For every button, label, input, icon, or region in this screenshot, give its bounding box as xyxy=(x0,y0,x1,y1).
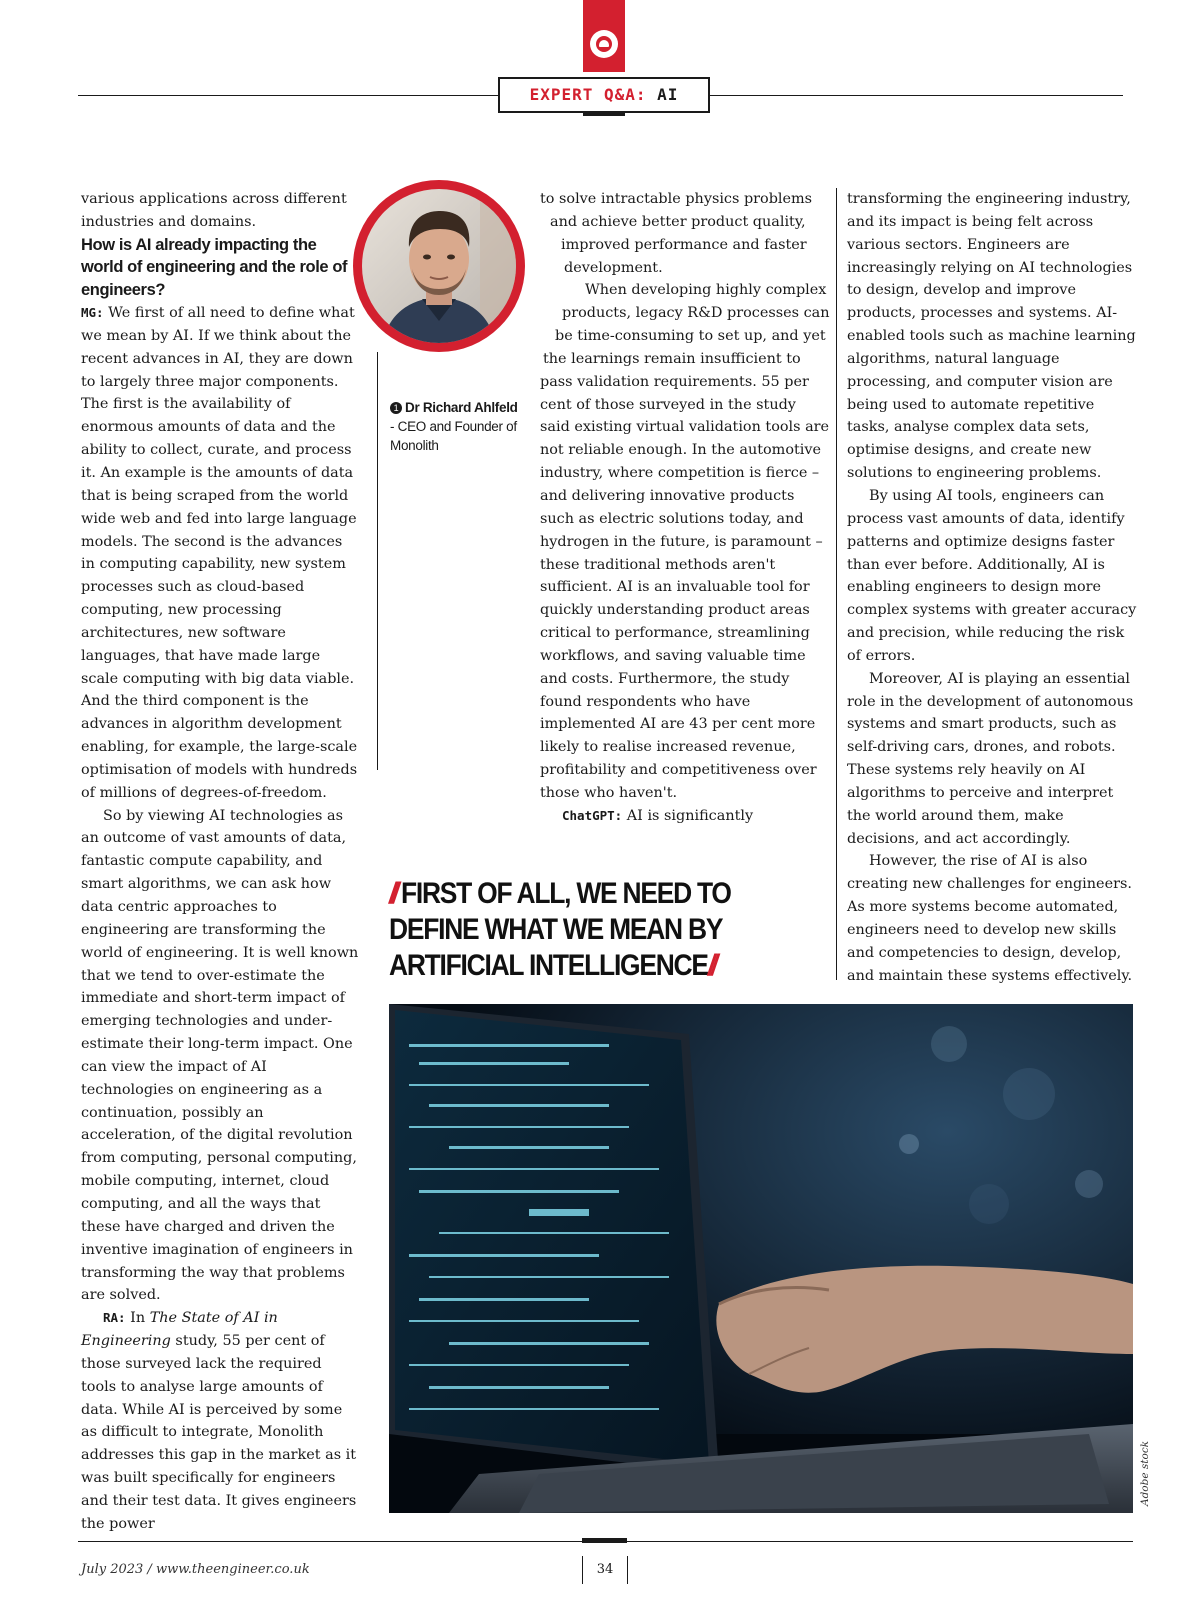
text-line: improved performance and faster xyxy=(561,236,807,253)
text-line: the learnings remain insufficient to xyxy=(543,350,801,367)
portrait-frame xyxy=(353,180,525,352)
section-label-topic: AI xyxy=(657,85,679,104)
section-underbar xyxy=(583,113,625,116)
paragraph-mg xyxy=(81,302,359,805)
section-label xyxy=(498,77,710,113)
paragraph-ra xyxy=(81,1307,359,1535)
speaker-label: ChatGPT: xyxy=(562,807,623,823)
paragraph: However, the rise of AI is also creating new challenges for engineers. As more systems become automated, engineers need to develop new skills and competencies to design, develop, and maintain these systems effectively. xyxy=(847,853,1133,984)
paragraph-chatgpt xyxy=(540,805,830,828)
paragraph: transforming the engineering industry, and its impact is being felt across various sectors. Engineers are increasingly relying on AI technologies to design, develop and improve products, processes and systems. AI-enabled tools such as machine learning algorithms, natural language processing, and computer vision are being used to automate repetitive tasks, analyse complex data sets, optimise designs, and create new solutions to engineering problems. xyxy=(847,191,1136,482)
column-divider xyxy=(836,188,837,980)
text-line: development. xyxy=(564,259,663,276)
photo-credit: Adobe stock xyxy=(1139,1440,1151,1506)
footer-divider xyxy=(582,1556,583,1584)
portrait-caption xyxy=(390,398,520,455)
footer-bar xyxy=(582,1538,627,1543)
text-line: to solve intractable physics problems xyxy=(540,191,813,207)
footer-date-url: July 2023 / www.theengineer.co.uk xyxy=(81,1562,310,1577)
column-divider xyxy=(377,352,378,770)
text-line: products, legacy R&D processes can xyxy=(562,305,830,322)
pull-quote xyxy=(389,876,767,984)
footer-divider xyxy=(627,1556,628,1584)
paragraph: various applications across different industries and domains. xyxy=(81,191,347,230)
caption-name: Dr Richard Ahlfeld xyxy=(405,400,518,415)
paragraph: pass validation requirements. 55 per cent of those surveyed in the study said existing virtual validation tools are not reliable enough. In the automotive industry, where competition is fierce – and delivering innovative products such as electric solutions today, and hydrogen in the future, is paramount – these traditional methods aren't sufficient. AI is an invaluable tool for quickly understanding product areas critical to performance, streamlining workflows, and saving valuable time and costs. Furthermore, the study found respondents who have implemented AI are 43 per cent more likely to realise increased revenue, profitability and competitiveness over those who haven't. xyxy=(540,373,830,801)
column-4 xyxy=(847,188,1137,988)
paragraph: So by viewing AI technologies as an outcome of vast amounts of data, fantastic compute capability, and smart algorithms, we can ask how data centric approaches to engineering are transforming the world of engineering. It is well known that we tend to over-estimate the immediate and short-term impact of emerging technologies and under-estimate their long-term impact. One can view the impact of AI technologies on engineering as a continuation, possibly an acceleration, of the digital revolution from computing, personal computing, mobile computing, internet, cloud computing, and all the ways that these have charged and driven the inventive imagination of engineers in transforming the way that problems are solved. xyxy=(81,807,359,1304)
answer-text: We first of all need to define what we mean by AI. If we think about the recent advances in AI, they are down to largely three major components. The first is the availability of enormous amounts of data and the ability to collect, curate, and process it. An example is the amounts of data that is being scraped from the world wide web and fed into large language models. The second is the advances in computing capability, new system processes such as cloud-based computing, new processing architectures, new software languages, that have made large scale computing with big data viable. And the third component is the advances in algorithm development enabling, for example, the large-scale optimisation of models with hundreds of millions of degrees-of-freedom. xyxy=(81,305,358,801)
paragraph: Moreover, AI is playing an essential role in the development of autonomous systems and smart products, such as self-driving cars, drones, and robots. These systems rely heavily on AI algorithms to perceive and interpret the world around them, make decisions, and act accordingly. xyxy=(847,670,1134,847)
caption-role: - CEO and Founder of Monolith xyxy=(390,419,517,453)
answer-text-pre: In xyxy=(130,1310,150,1327)
question-heading: How is AI already impacting the world of engineering and the role of engineers? xyxy=(81,235,348,300)
section-label-red: EXPERT Q&A: xyxy=(529,85,647,104)
text-line: When developing highly complex xyxy=(585,282,827,299)
study-title: The State of AI in Engineering xyxy=(81,1310,278,1350)
speaker-label: MG: xyxy=(81,305,104,321)
text-line: be time-consuming to set up, and yet xyxy=(555,328,826,345)
brand-tab xyxy=(583,0,625,72)
paragraph: By using AI tools, engineers can process vast amounts of data, identify patterns and optimize designs faster than ever before. Additionally, AI is enabling engineers to design more complex systems with greater accuracy and precision, while reducing the risk of errors. xyxy=(847,487,1137,664)
laptop-photo xyxy=(389,1004,1133,1513)
number-circle-icon: 1 xyxy=(390,402,402,414)
portrait-photo xyxy=(362,189,516,343)
quote-close-mark: // xyxy=(707,949,714,982)
answer-text: study, 55 per cent of those surveyed lack the required tools to analyse large amounts of data. While AI is perceived by some as difficult to integrate, Monolith addresses this gap in the market as it was built specifically for engineers and their test data. It gives engineers the power xyxy=(81,1333,357,1532)
crown-logo-icon xyxy=(590,30,618,58)
text-line: and achieve better product quality, xyxy=(550,213,806,230)
quote-open-mark: // xyxy=(389,877,395,910)
column-3 xyxy=(540,188,830,828)
answer-text: AI is significantly xyxy=(622,807,754,824)
pull-quote-text: FIRST OF ALL, WE NEED TO DEFINE WHAT WE MEAN BY ARTIFICIAL INTELLIGENCE xyxy=(389,877,731,982)
page-number: 34 xyxy=(596,1562,614,1577)
column-1 xyxy=(81,188,359,1536)
speaker-label: RA: xyxy=(103,1310,126,1326)
